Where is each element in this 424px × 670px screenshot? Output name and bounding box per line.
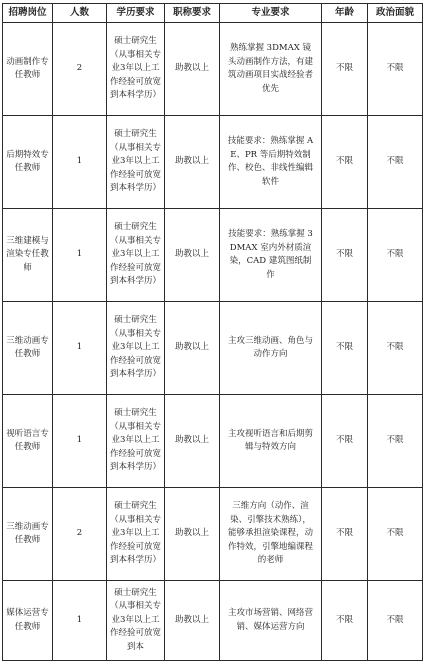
cell-count: 2	[53, 23, 107, 116]
cell-age: 不限	[322, 395, 368, 488]
cell-education: 硕士研究生（从事相关专业3年以上工作经验可放宽到本科学历）	[107, 116, 165, 209]
cell-age: 不限	[322, 23, 368, 116]
cell-education: 硕士研究生（从事相关专业3年以上工作经验可放宽到本科学历）	[107, 395, 165, 488]
cell-political: 不限	[368, 116, 423, 209]
cell-position: 媒体运营专任教师	[3, 581, 53, 661]
cell-position: 动画制作专任教师	[3, 23, 53, 116]
cell-title: 助教以上	[165, 581, 220, 661]
cell-major: 主攻市场营销、网络营销、媒体运营方向	[220, 581, 322, 661]
cell-count: 1	[53, 302, 107, 395]
cell-education: 硕士研究生（从事相关专业3年以上工作经验可放宽到本科学历）	[107, 302, 165, 395]
cell-major: 熟练掌握 3DMAX 镜头动画制作方法，有建筑动画项目实战经验者优先	[220, 23, 322, 116]
cell-political: 不限	[368, 488, 423, 581]
cell-political: 不限	[368, 581, 423, 661]
recruitment-table	[2, 3, 423, 661]
table-row	[3, 23, 423, 116]
cell-education: 硕士研究生（从事相关专业3年以上工作经验可放宽到本科学历）	[107, 23, 165, 116]
cell-major: 三维方向（动作、渲染、引擎技术熟练），能够承担渲染课程，动作特效，引擎地编课程的老师	[220, 488, 322, 581]
cell-title: 助教以上	[165, 23, 220, 116]
cell-position: 视听语言专任教师	[3, 395, 53, 488]
cell-major: 主攻视听语言和后期剪辑与特效方向	[220, 395, 322, 488]
header-major: 专业要求	[220, 4, 322, 23]
cell-political: 不限	[368, 209, 423, 302]
cell-political: 不限	[368, 395, 423, 488]
header-title: 职称要求	[165, 4, 220, 23]
cell-major: 技能要求：熟练掌握 AE、PR 等后期特效制作、校色、非线性编辑软件	[220, 116, 322, 209]
header-position: 招聘岗位	[3, 4, 53, 23]
cell-age: 不限	[322, 116, 368, 209]
header-count: 人数	[53, 4, 107, 23]
cell-title: 助教以上	[165, 116, 220, 209]
cell-count: 2	[53, 488, 107, 581]
header-age: 年龄	[322, 4, 368, 23]
cell-position: 三维建模与渲染专任教师	[3, 209, 53, 302]
table-row	[3, 302, 423, 395]
cell-major: 技能要求：熟练掌握 3DMAX 室内外材质渲染，CAD 建筑图纸制作	[220, 209, 322, 302]
cell-age: 不限	[322, 488, 368, 581]
table-row	[3, 395, 423, 488]
cell-education: 硕士研究生（从事相关专业3年以上工作经验可放宽到本	[107, 581, 165, 661]
header-political: 政治面貌	[368, 4, 423, 23]
cell-age: 不限	[322, 581, 368, 661]
cell-position: 三维动画专任教师	[3, 488, 53, 581]
cell-age: 不限	[322, 302, 368, 395]
cell-position: 三维动画专任教师	[3, 302, 53, 395]
table-row	[3, 581, 423, 661]
table-row	[3, 488, 423, 581]
header-education: 学历要求	[107, 4, 165, 23]
cell-count: 1	[53, 581, 107, 661]
cell-title: 助教以上	[165, 209, 220, 302]
cell-political: 不限	[368, 23, 423, 116]
cell-count: 1	[53, 209, 107, 302]
cell-political: 不限	[368, 302, 423, 395]
table-header-row	[3, 4, 423, 23]
cell-count: 1	[53, 395, 107, 488]
cell-education: 硕士研究生（从事相关专业3年以上工作经验可放宽到本科学历）	[107, 209, 165, 302]
cell-major: 主攻三维动画、角色与动作方向	[220, 302, 322, 395]
table-row	[3, 116, 423, 209]
cell-age: 不限	[322, 209, 368, 302]
cell-title: 助教以上	[165, 395, 220, 488]
cell-title: 助教以上	[165, 302, 220, 395]
cell-education: 硕士研究生（从事相关专业3年以上工作经验可放宽到本科学历）	[107, 488, 165, 581]
table-row	[3, 209, 423, 302]
cell-count: 1	[53, 116, 107, 209]
cell-title: 助教以上	[165, 488, 220, 581]
cell-position: 后期特效专任教师	[3, 116, 53, 209]
